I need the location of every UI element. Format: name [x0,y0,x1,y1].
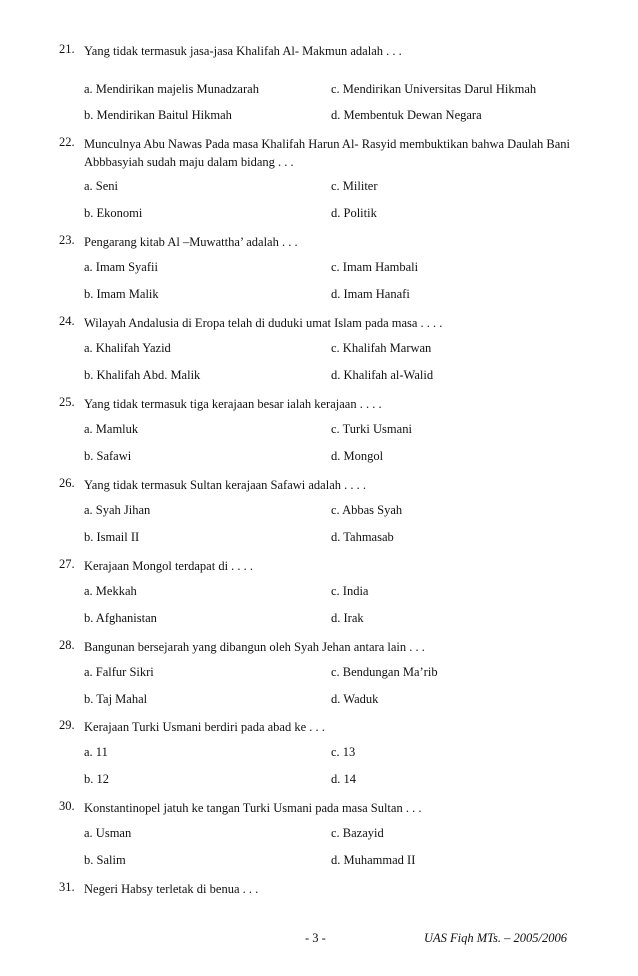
option-b: b. Taj Mahal [84,692,148,706]
option-d: d. Waduk [331,692,379,706]
question-number: 24. [59,314,75,328]
option-d: d. Mongol [331,449,384,463]
option-d: d. Khalifah al-Walid [331,368,434,382]
question-number: 23. [59,233,75,247]
question-number: 31. [59,880,75,894]
option-d: d. Tahmasab [331,530,394,544]
option-c: c. Bendungan Ma’rib [331,665,438,679]
option-a: a. 11 [84,745,108,759]
option-c: c. 13 [331,745,356,759]
question-number: 30. [59,799,75,813]
option-a: a. Usman [84,826,132,840]
question-text: Wilayah Andalusia di Eropa telah di duduki umat Islam pada masa . . . . [84,316,443,330]
option-c: c. Abbas Syah [331,503,403,517]
option-b: b. Ismail II [84,530,140,544]
question-text: Yang tidak termasuk tiga kerajaan besar ialah kerajaan . . . . [84,397,382,411]
option-b: b. 12 [84,772,109,786]
option-b: b. Afghanistan [84,611,157,625]
option-b: b. Ekonomi [84,206,143,220]
option-b: b. Imam Malik [84,287,159,301]
footer-title: UAS Fiqh MTs. – 2005/2006 [424,931,567,945]
option-a: a. Mamluk [84,422,139,436]
question-text: Negeri Habsy terletak di benua . . . [84,882,259,896]
option-a: a. Syah Jihan [84,503,151,517]
question-text: Kerajaan Mongol terdapat di . . . . [84,559,254,573]
question-text: Yang tidak termasuk jasa-jasa Khalifah Al- Makmun adalah . . . [84,44,402,58]
option-d: d. 14 [331,772,356,786]
option-d: d. Muhammad II [331,853,416,867]
option-c: c. Khalifah Marwan [331,341,432,355]
question-text: Yang tidak termasuk Sultan kerajaan Safawi adalah . . . . [84,478,366,492]
option-d: d. Imam Hanafi [331,287,410,301]
question-number: 21. [59,42,75,56]
option-c: c. India [331,584,369,598]
option-b: b. Mendirikan Baitul Hikmah [84,108,232,122]
question-number: 22. [59,135,75,149]
question-text: Konstantinopel jatuh ke tangan Turki Usmani pada masa Sultan . . . [84,801,422,815]
option-c: c. Militer [331,179,378,193]
option-a: a. Seni [84,179,119,193]
question-number: 26. [59,476,75,490]
question-number: 29. [59,718,75,732]
option-d: d. Politik [331,206,377,220]
option-d: d. Membentuk Dewan Negara [331,108,482,122]
question-text: Munculnya Abu Nawas Pada masa Khalifah Harun Al- Rasyid membuktikan bahwa Daulah Bani Abbbasyiah sudah maju dalam bidang . . . [84,137,570,169]
option-a: a. Imam Syafii [84,260,158,274]
page-number: - 3 - [305,931,326,945]
question-number: 27. [59,557,75,571]
question-text: Pengarang kitab Al –Muwattha’ adalah . . . [84,235,298,249]
question-text: Bangunan bersejarah yang dibangun oleh Syah Jehan antara lain . . . [84,640,425,654]
option-c: c. Bazayid [331,826,384,840]
option-c: c. Turki Usmani [331,422,412,436]
option-b: b. Khalifah Abd. Malik [84,368,201,382]
option-a: a. Mendirikan majelis Munadzarah [84,82,259,96]
option-a: a. Mekkah [84,584,137,598]
option-b: b. Salim [84,853,126,867]
option-c: c. Mendirikan Universitas Darul Hikmah [331,82,537,96]
option-c: c. Imam Hambali [331,260,419,274]
option-d: d. Irak [331,611,364,625]
question-text: Kerajaan Turki Usmani berdiri pada abad ke . . . [84,720,325,734]
option-a: a. Khalifah Yazid [84,341,171,355]
question-number: 28. [59,638,75,652]
option-b: b. Safawi [84,449,132,463]
option-a: a. Falfur Sikri [84,665,154,679]
question-number: 25. [59,395,75,409]
